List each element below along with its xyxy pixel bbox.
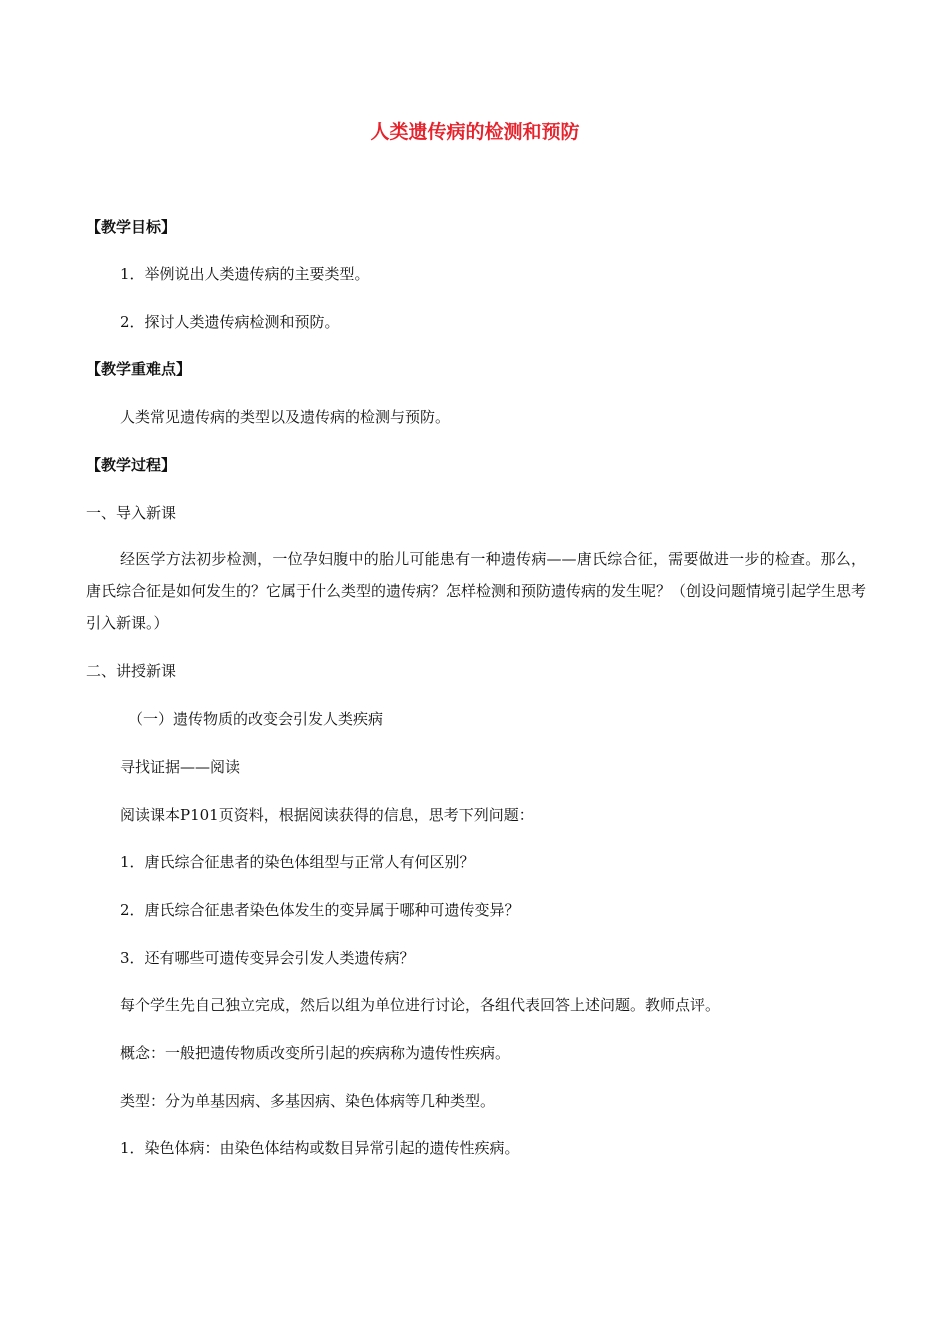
types-text: 类型：分为单基因病、多基因病、染色体病等几种类型。 (120, 1092, 496, 1110)
objective-item-2: 2．探讨人类遗传病检测和预防。 (120, 313, 340, 331)
reading-instruction: 阅读课本P101页资料，根据阅读获得的信息，思考下列问题： (120, 806, 534, 824)
key-points-heading: 【教学重难点】 (86, 360, 192, 378)
section1-heading: 一、导入新课 (86, 504, 177, 522)
document-title: 人类遗传病的检测和预防 (370, 121, 580, 143)
key-points-text: 人类常见遗传病的类型以及遗传病的检测与预防。 (120, 408, 451, 426)
question-2: 2．唐氏综合征患者染色体发生的变异属于哪种可遗传变异？ (120, 901, 520, 919)
question-3: 3．还有哪些可遗传变异会引发人类遗传病？ (120, 949, 415, 967)
question-1: 1．唐氏综合征患者的染色体组型与正常人有何区别？ (120, 853, 475, 871)
concept-text: 概念：一般把遗传物质改变所引起的疾病称为遗传性疾病。 (120, 1044, 511, 1062)
intro-paragraph: 经医学方法初步检测，一位孕妇腹中的胎儿可能患有一种遗传病——唐氏综合征，需要做进一步的检查。那么，唐氏综合征是如何发生的？它属于什么类型的遗传病？怎样检测和预防遗传病的发生呢？（创设问题情境引起学生思考引入新课。） (86, 550, 867, 632)
evidence-label: 寻找证据——阅读 (120, 758, 241, 776)
objective-item-1: 1．举例说出人类遗传病的主要类型。 (120, 265, 370, 283)
discussion-text: 每个学生先自己独立完成，然后以组为单位进行讨论，各组代表回答上述问题。教师点评。 (120, 996, 721, 1014)
process-heading: 【教学过程】 (86, 456, 177, 474)
objectives-heading: 【教学目标】 (86, 218, 177, 236)
subsection1-heading: （一）遗传物质的改变会引发人类疾病 (128, 710, 384, 728)
section2-heading: 二、讲授新课 (86, 662, 177, 680)
chromosome-disease-text: 1．染色体病：由染色体结构或数目异常引起的遗传性疾病。 (120, 1139, 520, 1157)
